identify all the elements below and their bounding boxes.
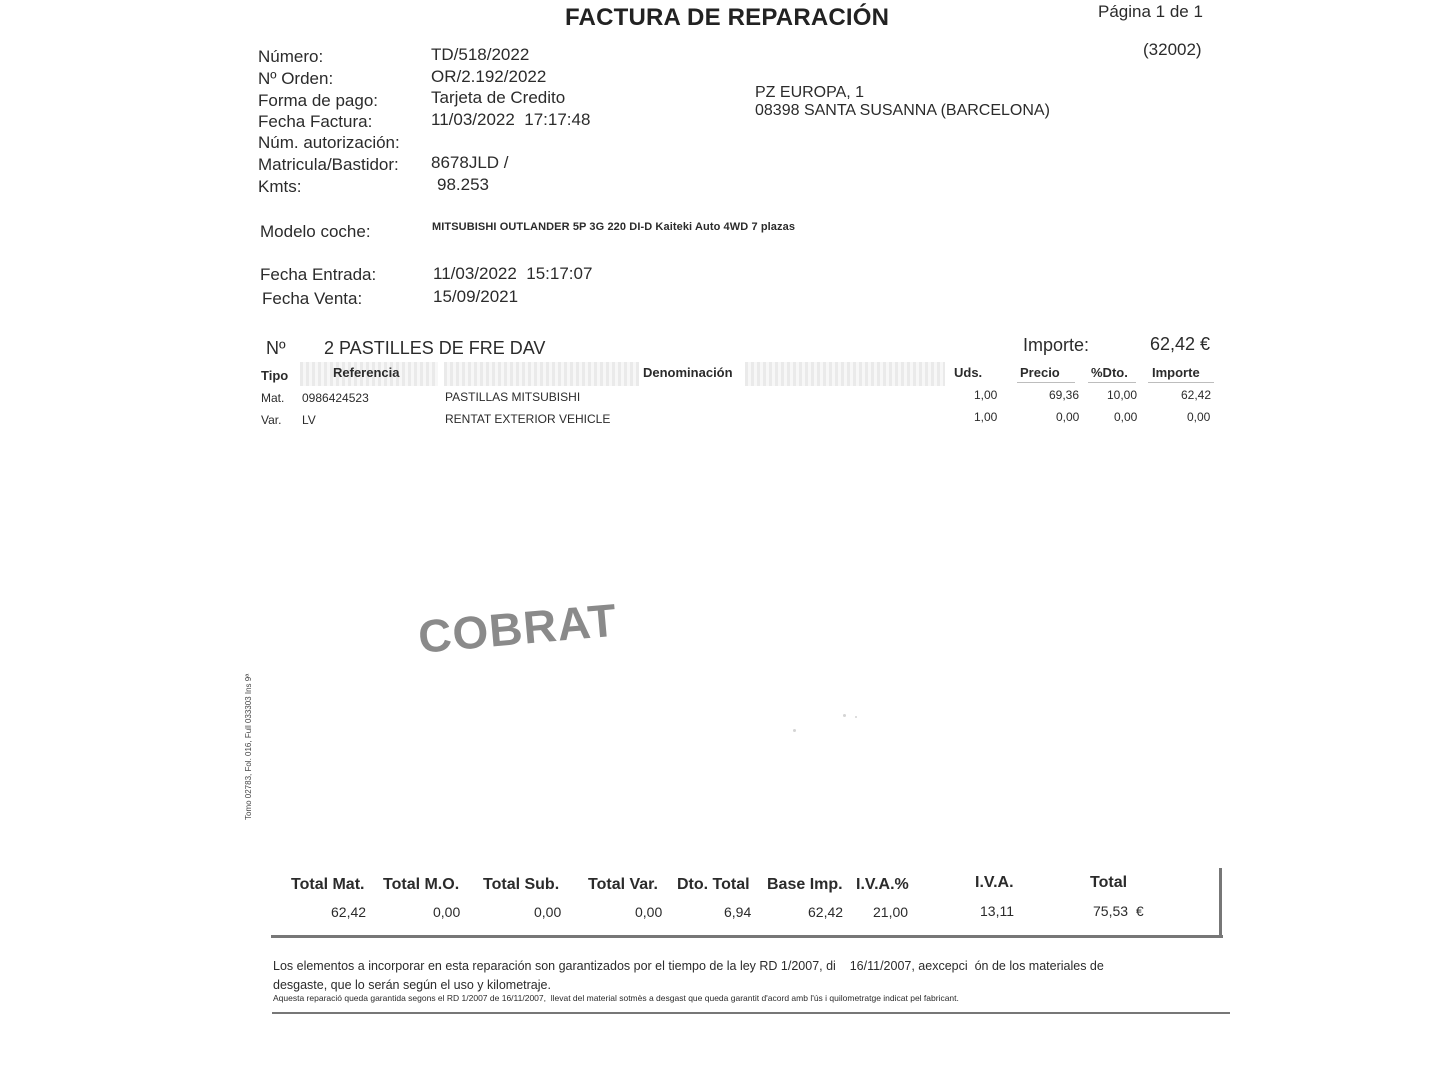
totals-value-iva: 13,11 [980,903,1014,919]
registry-side-text: Tomo 02783, Fol. 016, Full 033303 Ins 9ª [244,673,253,820]
header-shade-denominacion-right [745,362,945,386]
table-row-2-precio: 0,00 [1056,410,1080,424]
page-number: Página 1 de 1 [1098,2,1203,21]
table-row-1-dto: 10,00 [1107,388,1138,402]
paid-stamp: COBRAT [416,593,620,663]
col-header-denominacion: Denominación [643,365,733,380]
table-row-2-importe: 0,00 [1187,410,1211,424]
table-row-2-tipo: Var. [261,413,282,427]
table-row-1-precio: 69,36 [1049,388,1080,402]
field-label-forma-pago: Forma de pago: [258,91,379,110]
totals-value-mo: 0,00 [433,904,461,920]
table-row-1-uds: 1,00 [974,388,998,402]
totals-header-mat: Total Mat. [291,876,365,893]
legal-text-line-1: Los elementos a incorporar en esta reparación son garantizados por el tiempo de la ley RD 1/2007, di 16/11/2007, aexcepci ón de los materiales de [273,959,1104,973]
field-label-orden: Nº Orden: [258,69,334,88]
date-label-venta: Fecha Venta: [262,289,363,308]
section-number-label: Nº [266,338,286,358]
field-value-matricula: 8678JLD / [431,153,509,172]
table-row-2-referencia: LV [302,413,316,427]
field-value-forma-pago: Tarjeta de Credito [431,88,566,107]
invoice-title: FACTURA DE REPARACIÓN [565,4,890,31]
date-label-entrada: Fecha Entrada: [260,265,377,284]
footer-rule [272,1012,1230,1014]
totals-header-iva-pct: I.V.A.% [856,876,909,893]
totals-right-border [1219,868,1222,938]
field-label-kmts: Kmts: [258,177,302,196]
totals-value-base: 62,42 [808,904,844,920]
legal-text-line-3: Aquesta reparació queda garantida segons el RD 1/2007 de 16/11/2007, llevat del material sotmès a desgast que queda garantit d'acord amb l'ús i quilometratge indicat pel fabricant. [273,993,959,1003]
totals-value-sub: 0,00 [534,904,562,920]
table-row-2-uds: 1,00 [974,410,998,424]
section-importe-label: Importe: [1023,335,1090,355]
field-label-numero: Número: [258,47,324,66]
header-shade-denominacion-left [444,362,639,386]
header-underline-dto [1088,382,1136,383]
totals-bottom-rule [271,935,1223,938]
totals-value-mat: 62,42 [331,904,367,920]
customer-code: (32002) [1143,40,1202,59]
totals-header-iva: I.V.A. [975,874,1014,891]
col-header-referencia: Referencia [333,365,400,380]
field-value-orden: OR/2.192/2022 [431,67,547,86]
field-value-numero: TD/518/2022 [431,45,530,64]
totals-header-base: Base Imp. [767,876,843,893]
table-row-2-dto: 0,00 [1114,410,1138,424]
totals-header-var: Total Var. [588,876,658,893]
field-value-fecha-factura: 11/03/2022 17:17:48 [431,110,591,129]
totals-header-sub: Total Sub. [483,876,560,893]
table-row-1-tipo: Mat. [261,391,285,405]
table-row-1-importe: 62,42 [1181,388,1212,402]
field-label-fecha-factura: Fecha Factura: [258,112,373,131]
field-label-autorizacion: Núm. autorización: [258,133,400,152]
date-value-entrada: 11/03/2022 15:17:07 [433,264,593,283]
header-underline-precio [1017,382,1075,383]
model-value: MITSUBISHI OUTLANDER 5P 3G 220 DI-D Kaiteki Auto 4WD 7 plazas [432,221,796,233]
header-underline-importe [1148,382,1214,383]
table-row-1-denominacion: PASTILLAS MITSUBISHI [445,390,581,404]
totals-header-total: Total [1090,874,1128,891]
date-value-venta: 15/09/2021 [433,287,519,306]
scan-speck [843,714,846,717]
col-header-tipo: Tipo [261,368,289,383]
address-line-2: 08398 SANTA SUSANNA (BARCELONA) [755,102,1050,119]
col-header-dto: %Dto. [1091,365,1128,380]
field-label-matricula: Matricula/Bastidor: [258,155,399,174]
field-value-kmts: 98.253 [437,175,489,194]
totals-header-dto: Dto. Total [677,876,750,893]
table-row-1-referencia: 0986424523 [302,391,369,405]
section-description: 2 PASTILLES DE FRE DAV [324,338,546,358]
totals-value-iva-pct: 21,00 [873,904,909,920]
totals-header-mo: Total M.O. [383,876,460,893]
col-header-precio: Precio [1020,365,1060,380]
section-importe-value: 62,42 € [1150,334,1211,354]
col-header-importe: Importe [1152,365,1200,380]
scan-speck [793,729,796,732]
table-row-2-denominacion: RENTAT EXTERIOR VEHICLE [445,412,611,426]
address-line-1: PZ EUROPA, 1 [755,84,865,101]
totals-value-dto: 6,94 [724,904,752,920]
scan-speck [855,716,857,718]
col-header-uds: Uds. [954,365,983,380]
totals-value-var: 0,00 [635,904,663,920]
totals-value-total: 75,53 € [1093,903,1144,919]
model-label: Modelo coche: [260,222,371,241]
legal-text-line-2: desgaste, que lo serán según el uso y kilometraje. [273,978,551,992]
